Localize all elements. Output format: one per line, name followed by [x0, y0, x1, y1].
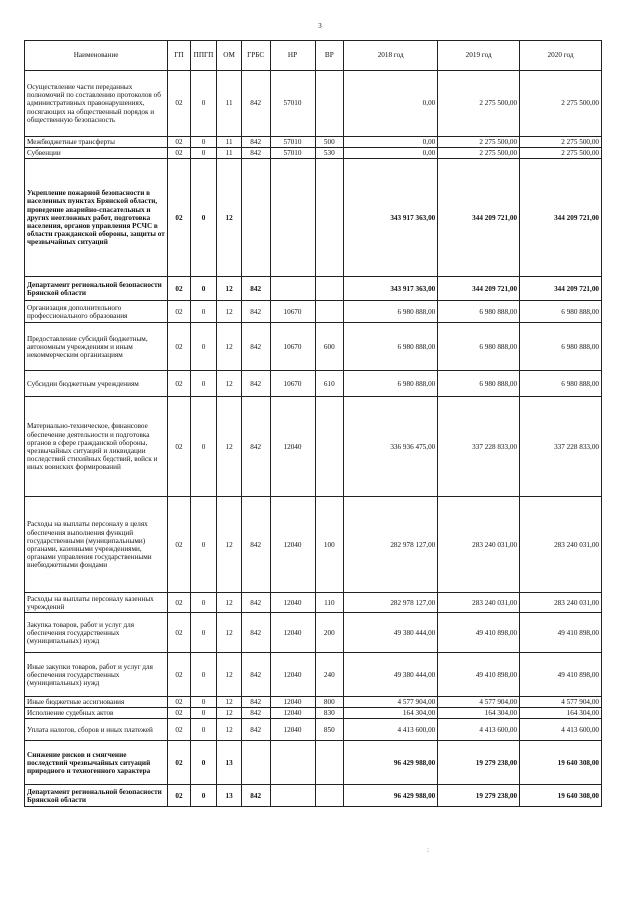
cell-vr: 200 — [315, 613, 344, 653]
cell-vr — [315, 159, 344, 277]
table-row — [25, 301, 602, 323]
cell-om: 11 — [217, 148, 242, 159]
cell-gp: 02 — [168, 497, 191, 593]
cell-vr: 500 — [315, 137, 344, 148]
cell-2018: 0,00 — [344, 137, 438, 148]
cell-gp: 02 — [168, 708, 191, 719]
table-header-row — [25, 41, 602, 71]
cell-nr — [270, 159, 315, 277]
cell-gp: 02 — [168, 397, 191, 497]
cell-gp: 02 — [168, 71, 191, 137]
cell-om: 12 — [217, 497, 242, 593]
cell-2019: 2 275 500,00 — [438, 71, 520, 137]
cell-2020: 19 640 308,00 — [520, 741, 602, 785]
cell-2018: 49 380 444,00 — [344, 653, 438, 697]
table-row — [25, 613, 602, 653]
cell-2018: 4 577 904,00 — [344, 697, 438, 708]
header-gp: ГП — [168, 41, 191, 71]
cell-2020: 6 980 888,00 — [520, 371, 602, 397]
header-om: ОМ — [217, 41, 242, 71]
cell-2019: 283 240 031,00 — [438, 497, 520, 593]
cell-2019: 344 209 721,00 — [438, 159, 520, 277]
cell-pgp: 0 — [190, 277, 217, 301]
cell-2019: 49 410 898,00 — [438, 613, 520, 653]
cell-2020: 2 275 500,00 — [520, 148, 602, 159]
cell-pgp: 0 — [190, 71, 217, 137]
cell-pgp: 0 — [190, 593, 217, 613]
cell-grbs: 842 — [241, 323, 270, 371]
cell-2020: 344 209 721,00 — [520, 277, 602, 301]
cell-pgp: 0 — [190, 159, 217, 277]
cell-name: Уплата налогов, сборов и иных платежей — [25, 719, 168, 741]
table-row — [25, 371, 602, 397]
cell-name: Снижение рисков и смягчение последствий чрезвычайных ситуаций природного и техногенного характера — [25, 741, 168, 785]
cell-vr: 240 — [315, 653, 344, 697]
cell-om: 12 — [217, 159, 242, 277]
cell-pgp: 0 — [190, 148, 217, 159]
cell-om: 12 — [217, 301, 242, 323]
cell-om: 12 — [217, 708, 242, 719]
cell-pgp: 0 — [190, 708, 217, 719]
cell-pgp: 0 — [190, 137, 217, 148]
cell-om: 12 — [217, 593, 242, 613]
cell-2018: 0,00 — [344, 71, 438, 137]
cell-2020: 2 275 500,00 — [520, 137, 602, 148]
cell-name: Межбюджетные трансферты — [25, 137, 168, 148]
cell-gp: 02 — [168, 697, 191, 708]
cell-2018: 282 978 127,00 — [344, 593, 438, 613]
cell-grbs: 842 — [241, 397, 270, 497]
cell-vr: 800 — [315, 697, 344, 708]
cell-grbs: 842 — [241, 613, 270, 653]
cell-pgp: 0 — [190, 613, 217, 653]
cell-nr: 12040 — [270, 697, 315, 708]
cell-gp: 02 — [168, 371, 191, 397]
table-row — [25, 137, 602, 148]
cell-2019: 2 275 500,00 — [438, 148, 520, 159]
cell-om: 11 — [217, 71, 242, 137]
page-mark: : — [427, 846, 429, 854]
cell-2019: 6 980 888,00 — [438, 323, 520, 371]
cell-pgp: 0 — [190, 697, 217, 708]
cell-name: Организация дополнительного профессионального образования — [25, 301, 168, 323]
cell-vr: 530 — [315, 148, 344, 159]
cell-2018: 343 917 363,00 — [344, 277, 438, 301]
cell-2018: 6 980 888,00 — [344, 371, 438, 397]
cell-gp: 02 — [168, 741, 191, 785]
cell-vr — [315, 397, 344, 497]
cell-2018: 49 380 444,00 — [344, 613, 438, 653]
header-nr: НР — [270, 41, 315, 71]
cell-pgp: 0 — [190, 397, 217, 497]
cell-2018: 343 917 363,00 — [344, 159, 438, 277]
table-body — [25, 71, 602, 807]
cell-om: 11 — [217, 137, 242, 148]
cell-gp: 02 — [168, 159, 191, 277]
cell-2019: 4 577 904,00 — [438, 697, 520, 708]
cell-om: 12 — [217, 397, 242, 497]
cell-om: 12 — [217, 653, 242, 697]
table-row — [25, 148, 602, 159]
cell-2020: 2 275 500,00 — [520, 71, 602, 137]
cell-name: Департамент региональной безопасности Брянской области — [25, 785, 168, 807]
cell-2019: 49 410 898,00 — [438, 653, 520, 697]
cell-2020: 4 577 904,00 — [520, 697, 602, 708]
cell-2019: 19 279 238,00 — [438, 785, 520, 807]
header-2020: 2020 год — [520, 41, 602, 71]
cell-name: Субсидии бюджетным учреждениям — [25, 371, 168, 397]
cell-gp: 02 — [168, 653, 191, 697]
cell-vr — [315, 785, 344, 807]
table-row — [25, 719, 602, 741]
cell-gp: 02 — [168, 277, 191, 301]
cell-vr — [315, 741, 344, 785]
table-row — [25, 497, 602, 593]
cell-2019: 19 279 238,00 — [438, 741, 520, 785]
cell-grbs: 842 — [241, 653, 270, 697]
table-row — [25, 593, 602, 613]
table-row — [25, 741, 602, 785]
cell-pgp: 0 — [190, 719, 217, 741]
cell-nr: 10670 — [270, 323, 315, 371]
cell-2018: 282 978 127,00 — [344, 497, 438, 593]
cell-pgp: 0 — [190, 323, 217, 371]
cell-pgp: 0 — [190, 497, 217, 593]
cell-2018: 4 413 600,00 — [344, 719, 438, 741]
cell-gp: 02 — [168, 323, 191, 371]
header-name: Наименование — [25, 41, 168, 71]
cell-vr — [315, 277, 344, 301]
cell-2019: 2 275 500,00 — [438, 137, 520, 148]
cell-pgp: 0 — [190, 371, 217, 397]
cell-nr: 12040 — [270, 593, 315, 613]
cell-gp: 02 — [168, 613, 191, 653]
cell-name: Укрепление пожарной безопасности в населенных пунктах Брянской области, проведение аварийно-спасательных и других неотложных работ, подготовка населения, органов управления РСЧС в области гражданской обороны, защиты от чрезвычайных ситуаций — [25, 159, 168, 277]
cell-name: Осуществление части переданных полномочий по составлению протоколов об административных правонарушениях, посягающих на общественный порядок и общественную безопасность — [25, 71, 168, 137]
cell-nr: 57010 — [270, 148, 315, 159]
header-vr: ВР — [315, 41, 344, 71]
cell-gp: 02 — [168, 301, 191, 323]
cell-grbs: 842 — [241, 719, 270, 741]
header-2018: 2018 год — [344, 41, 438, 71]
cell-name: Предоставление субсидий бюджетным, автономным учреждениям и иным некоммерческим организациям — [25, 323, 168, 371]
cell-2019: 283 240 031,00 — [438, 593, 520, 613]
cell-gp: 02 — [168, 719, 191, 741]
table-row — [25, 71, 602, 137]
cell-2018: 336 936 475,00 — [344, 397, 438, 497]
cell-om: 12 — [217, 371, 242, 397]
cell-name: Департамент региональной безопасности Брянской области — [25, 277, 168, 301]
cell-grbs: 842 — [241, 593, 270, 613]
cell-om: 12 — [217, 323, 242, 371]
cell-grbs — [241, 741, 270, 785]
cell-gp: 02 — [168, 137, 191, 148]
cell-pgp: 0 — [190, 301, 217, 323]
cell-2020: 283 240 031,00 — [520, 593, 602, 613]
cell-grbs: 842 — [241, 148, 270, 159]
table-row — [25, 785, 602, 807]
cell-vr: 110 — [315, 593, 344, 613]
cell-nr: 12040 — [270, 719, 315, 741]
cell-2020: 49 410 898,00 — [520, 613, 602, 653]
cell-om: 12 — [217, 719, 242, 741]
cell-nr: 12040 — [270, 653, 315, 697]
table-row — [25, 159, 602, 277]
cell-nr: 57010 — [270, 71, 315, 137]
cell-2020: 344 209 721,00 — [520, 159, 602, 277]
cell-2020: 337 228 833,00 — [520, 397, 602, 497]
cell-2019: 344 209 721,00 — [438, 277, 520, 301]
cell-vr: 610 — [315, 371, 344, 397]
cell-2019: 6 980 888,00 — [438, 301, 520, 323]
header-pgp: ППГП — [190, 41, 217, 71]
cell-nr — [270, 741, 315, 785]
cell-grbs: 842 — [241, 71, 270, 137]
table-row — [25, 277, 602, 301]
cell-2020: 283 240 031,00 — [520, 497, 602, 593]
cell-vr: 830 — [315, 708, 344, 719]
cell-2018: 164 304,00 — [344, 708, 438, 719]
cell-nr: 57010 — [270, 137, 315, 148]
cell-2018: 6 980 888,00 — [344, 323, 438, 371]
cell-name: Иные закупки товаров, работ и услуг для обеспечения государственных (муниципальных) нужд — [25, 653, 168, 697]
cell-vr: 100 — [315, 497, 344, 593]
table-row — [25, 323, 602, 371]
cell-grbs: 842 — [241, 785, 270, 807]
cell-grbs: 842 — [241, 277, 270, 301]
table-row — [25, 653, 602, 697]
page-number: 3 — [318, 22, 322, 30]
cell-grbs: 842 — [241, 137, 270, 148]
cell-gp: 02 — [168, 148, 191, 159]
cell-grbs: 842 — [241, 697, 270, 708]
cell-grbs: 842 — [241, 371, 270, 397]
cell-2019: 164 304,00 — [438, 708, 520, 719]
cell-2020: 4 413 600,00 — [520, 719, 602, 741]
cell-2018: 96 429 988,00 — [344, 741, 438, 785]
cell-vr — [315, 301, 344, 323]
cell-grbs: 842 — [241, 708, 270, 719]
cell-2020: 164 304,00 — [520, 708, 602, 719]
cell-pgp: 0 — [190, 785, 217, 807]
cell-nr: 12040 — [270, 497, 315, 593]
cell-om: 12 — [217, 697, 242, 708]
cell-2018: 96 429 988,00 — [344, 785, 438, 807]
table-row — [25, 708, 602, 719]
cell-om: 12 — [217, 613, 242, 653]
cell-gp: 02 — [168, 593, 191, 613]
cell-nr: 10670 — [270, 301, 315, 323]
cell-nr — [270, 785, 315, 807]
cell-2020: 6 980 888,00 — [520, 301, 602, 323]
cell-nr: 12040 — [270, 708, 315, 719]
cell-vr — [315, 71, 344, 137]
cell-nr — [270, 277, 315, 301]
cell-name: Иные бюджетные ассигнования — [25, 697, 168, 708]
cell-pgp: 0 — [190, 653, 217, 697]
cell-name: Закупка товаров, работ и услуг для обеспечения государственных (муниципальных) нужд — [25, 613, 168, 653]
cell-2020: 19 640 308,00 — [520, 785, 602, 807]
cell-nr: 10670 — [270, 371, 315, 397]
cell-grbs — [241, 159, 270, 277]
cell-name: Исполнение судебных актов — [25, 708, 168, 719]
cell-2020: 6 980 888,00 — [520, 323, 602, 371]
cell-gp: 02 — [168, 785, 191, 807]
table-row — [25, 697, 602, 708]
cell-nr: 12040 — [270, 613, 315, 653]
cell-vr: 600 — [315, 323, 344, 371]
cell-2019: 4 413 600,00 — [438, 719, 520, 741]
cell-nr: 12040 — [270, 397, 315, 497]
cell-om: 13 — [217, 741, 242, 785]
cell-2020: 49 410 898,00 — [520, 653, 602, 697]
cell-grbs: 842 — [241, 301, 270, 323]
cell-name: Расходы на выплаты персоналу в целях обеспечения выполнения функций государственными (муниципальными) органами, казенными учреждениями, органами управления государственными внебюджетными фондами — [25, 497, 168, 593]
cell-2019: 6 980 888,00 — [438, 371, 520, 397]
cell-name: Материально-техническое, финансовое обеспечение деятельности и подготовка органов в сфере гражданской обороны, чрезвычайных ситуаций и ликвидации последствий стихийных бедствий, войск и иных воинских формирований — [25, 397, 168, 497]
cell-name: Расходы на выплаты персоналу казенных учреждений — [25, 593, 168, 613]
cell-pgp: 0 — [190, 741, 217, 785]
cell-vr: 850 — [315, 719, 344, 741]
cell-name: Субвенции — [25, 148, 168, 159]
cell-2018: 0,00 — [344, 148, 438, 159]
cell-2019: 337 228 833,00 — [438, 397, 520, 497]
table-row — [25, 397, 602, 497]
header-2019: 2019 год — [438, 41, 520, 71]
cell-2018: 6 980 888,00 — [344, 301, 438, 323]
cell-grbs: 842 — [241, 497, 270, 593]
header-grbs: ГРБС — [241, 41, 270, 71]
cell-om: 13 — [217, 785, 242, 807]
cell-om: 12 — [217, 277, 242, 301]
budget-table — [24, 40, 602, 807]
